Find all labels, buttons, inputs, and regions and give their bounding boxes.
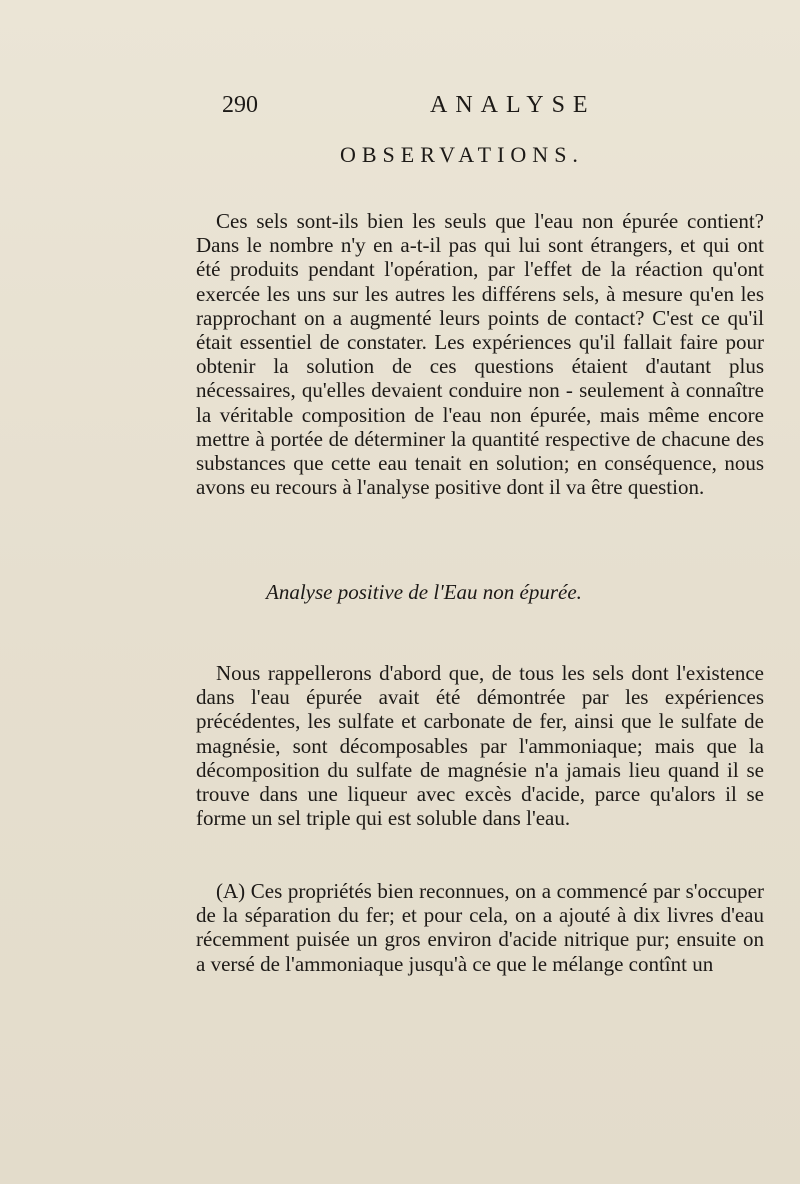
- paragraph-1: Ces sels sont-ils bien les seuls que l'eau non épurée contient? Dans le nombre n'y en a-t-il pas qui lui sont étrangers, et qui ont été produits pendant l'opération, par l'effet de la réaction qu'ont exercée les uns sur les autres les différens sels, à mesure qu'en les rapprochant on a augmenté leurs points de contact? C'est ce qu'il était essentiel de constater. Les expériences qu'il fallait faire pour obtenir la solution de ces questions étaient d'autant plus nécessaires, qu'elles devaient conduire non - seulement à connaître la véritable composition de l'eau non épurée, mais même encore mettre à portée de déterminer la quantité respective de chacune des substances que cette eau tenait en solution; en conséquence, nous avons eu recours à l'analyse positive dont il va être question.: [196, 209, 764, 500]
- running-head: [222, 92, 782, 122]
- page-number: 290: [222, 92, 258, 118]
- paragraph-3: (A) Ces propriétés bien reconnues, on a commencé par s'occuper de la séparation du fer; et pour cela, on a ajouté à dix livres d'eau récemment puisée un gros environ d'acide nitrique pur; ensuite on a versé de l'ammoniaque jusqu'à ce que le mélange contînt un: [196, 879, 764, 976]
- paragraph-2: Nous rappellerons d'abord que, de tous les sels dont l'existence dans l'eau épurée avait été démontrée par les expériences précédentes, les sulfate et carbonate de fer, ainsi que le sulfate de magnésie, sont décomposables par l'ammoniaque; mais que la décomposition du sulfate de magnésie n'a jamais lieu quand il se trouve dans une liqueur avec excès d'acide, parce qu'alors il se forme un sel triple qui est soluble dans l'eau.: [196, 661, 764, 831]
- section-title: OBSERVATIONS.: [340, 142, 584, 167]
- running-title: ANALYSE: [430, 92, 596, 118]
- subheading: Analyse positive de l'Eau non épurée.: [266, 580, 582, 604]
